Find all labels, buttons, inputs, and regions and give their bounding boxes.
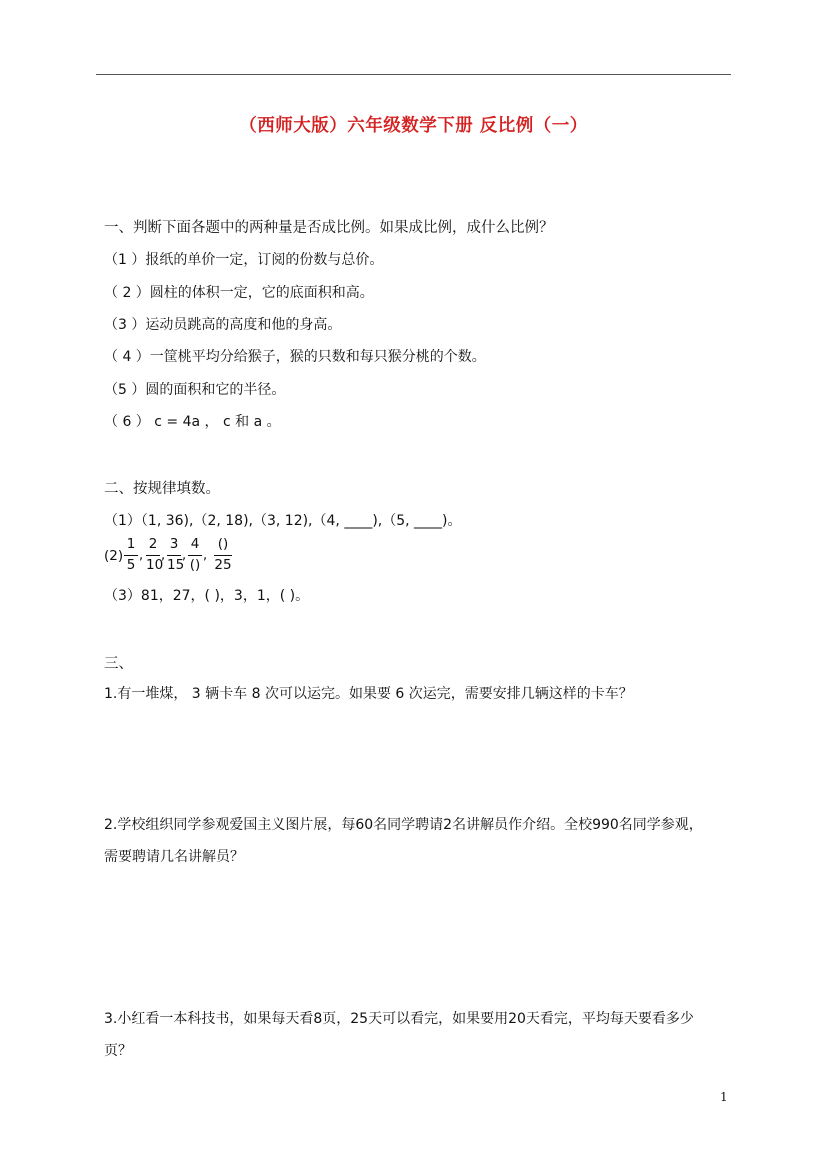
section1-item-5: （5 ）圆的面积和它的半径。 [104,382,286,398]
question-2-line-2: 需要聘请几名讲解员？ [104,849,244,865]
header-rule [96,74,731,75]
fraction-2: 2 10 [146,536,164,573]
section2-item-2-prefix: (2) [104,548,124,564]
section1-item-3: （3 ）运动员跳高的高度和他的身高。 [104,317,342,333]
question-1: 1.有一堆煤， 3 辆卡车 8 次可以运完。如果要 6 次运完，需要安排几辆这样的卡车？ [104,686,633,702]
section1-item-6: （ 6 ） c = 4a ， c 和 a 。 [104,414,281,430]
fraction-5: () 25 [214,536,232,573]
section2-item-1: （1）（1, 36),（2, 18),（3, 12),（4, ____),（5, ____)。 [104,513,462,529]
question-2-line-1: 2.学校组织同学参观爱国主义图片展，每60名同学聘请2名讲解员作介绍。全校990名同学参观， [104,817,703,833]
fraction-3: 3 15 [167,536,185,573]
section2-heading: 二、按规律填数。 [104,481,220,497]
fraction-1: 1 5 [124,537,138,573]
question-3-line-1: 3.小红看一本科技书，如果每天看8页，25天可以看完，如果要用20天看完，平均每天要看多少 [104,1011,694,1027]
section3-heading: 三、 [104,656,133,672]
section1-item-1: （1 ）报纸的单价一定，订阅的份数与总价。 [104,252,384,268]
question-3-line-2: 页？ [104,1043,132,1059]
section2-item-3: （3）81，27，( )，3，1，( )。 [104,588,310,604]
section1-item-4: （ 4 ）一筐桃平均分给猴子，猴的只数和每只猴分桃的个数。 [104,349,486,365]
section1-heading: 一、判断下面各题中的两种量是否成比例。如果成比例，成什么比例？ [104,220,554,236]
page-number: 1 [720,1090,728,1104]
fraction-4: 4 () [189,536,201,573]
document-title: （西师大版）六年级数学下册 反比例（一） [239,116,588,136]
section1-item-2: （ 2 ）圆柱的体积一定，它的底面积和高。 [104,285,374,301]
